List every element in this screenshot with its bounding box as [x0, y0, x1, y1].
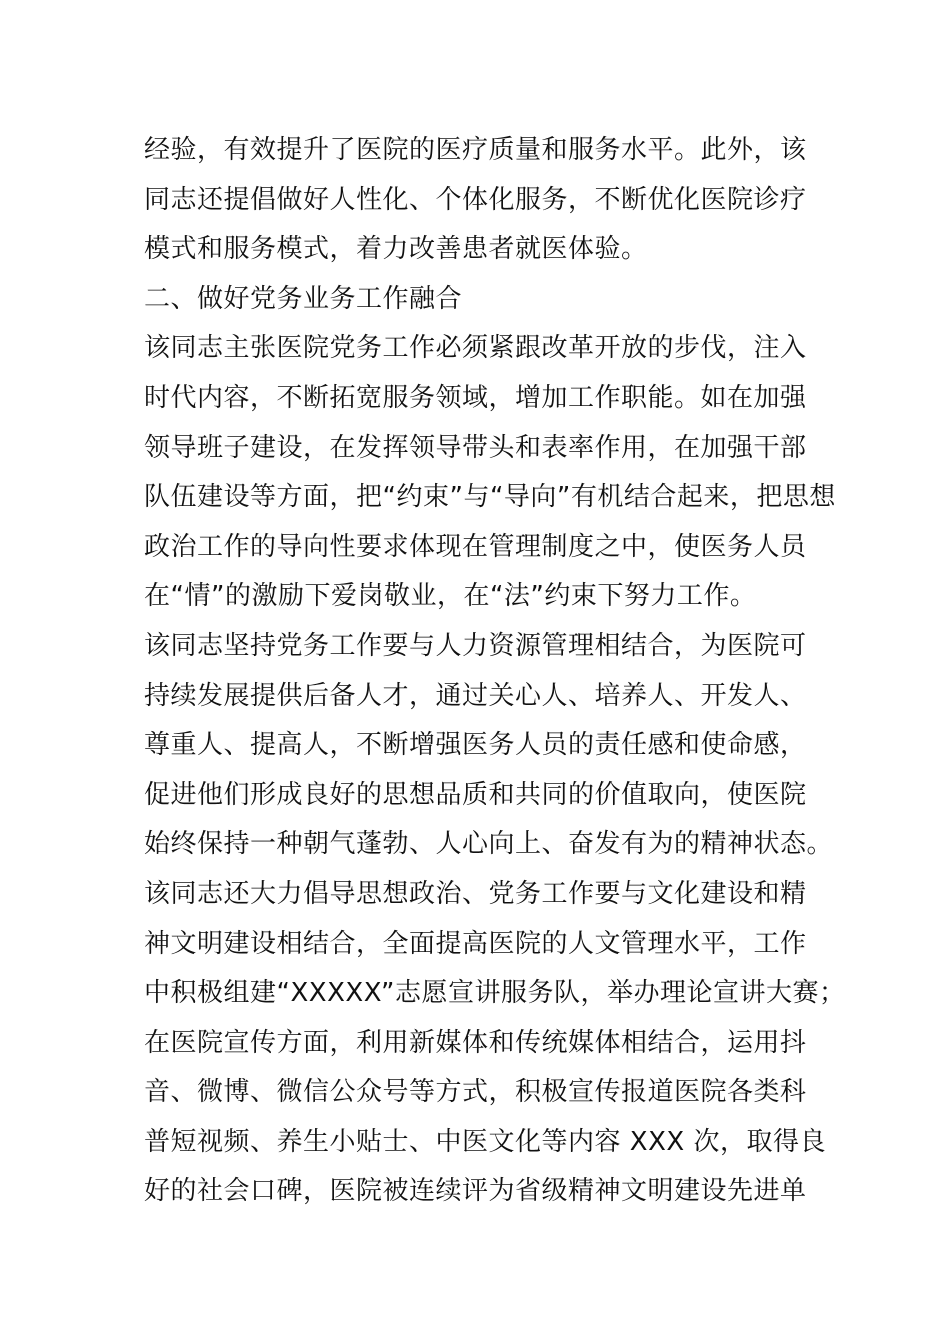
- text-line: 始终保持一种朝气蓬勃、人心向上、奋发有为的精神状态。: [144, 829, 834, 860]
- text-line: 音、微博、微信公众号等方式，积极宣传报道医院各类科: [144, 1077, 807, 1108]
- text-line: 好的社会口碑，医院被连续评为省级精神文明建设先进单: [144, 1176, 807, 1207]
- text-line: 神文明建设相结合，全面提高医院的人文管理水平，工作: [144, 928, 807, 959]
- text-line: 经验，有效提升了医院的医疗质量和服务水平。此外，该: [144, 135, 807, 165]
- text-line: 在医院宣传方面，利用新媒体和传统媒体相结合，运用抖: [144, 1027, 807, 1058]
- text-line: 模式和服务模式，着力改善患者就医体验。: [144, 234, 648, 265]
- text-line: 该同志坚持党务工作要与人力资源管理相结合，为医院可: [144, 630, 807, 661]
- text-line: 在“情”的激励下爱岗敬业，在“法”约束下努力工作。: [144, 581, 757, 612]
- text-line: 持续发展提供后备人才，通过关心人、培养人、开发人、: [144, 680, 807, 711]
- document-body-text: [144, 126, 846, 1217]
- text-line: 领导班子建设，在发挥领导带头和表率作用，在加强干部: [144, 432, 807, 463]
- section-heading: 二、做好党务业务工作融合: [144, 283, 463, 314]
- text-line: 该同志还大力倡导思想政治、党务工作要与文化建设和精: [144, 878, 807, 909]
- text-line: 同志还提倡做好人性化、个体化服务，不断优化医院诊疗: [144, 184, 807, 215]
- text-line: 促进他们形成良好的思想品质和共同的价值取向，使医院: [144, 779, 807, 810]
- text-line: 政治工作的导向性要求体现在管理制度之中，使医务人员: [144, 531, 807, 562]
- text-line: 中积极组建“XXXXX”志愿宣讲服务队，举办理论宣讲大赛；: [144, 978, 846, 1009]
- text-line: 时代内容，不断拓宽服务领域，增加工作职能。如在加强: [144, 382, 807, 413]
- text-line: 尊重人、提高人，不断增强医务人员的责任感和使命感，: [144, 730, 807, 761]
- text-line: 该同志主张医院党务工作必须紧跟改革开放的步伐，注入: [144, 333, 807, 364]
- text-line: 队伍建设等方面，把“约束”与“导向”有机结合起来，把思想: [144, 482, 836, 513]
- text-line: 普短视频、养生小贴士、中医文化等内容 XXX 次，取得良: [144, 1126, 826, 1157]
